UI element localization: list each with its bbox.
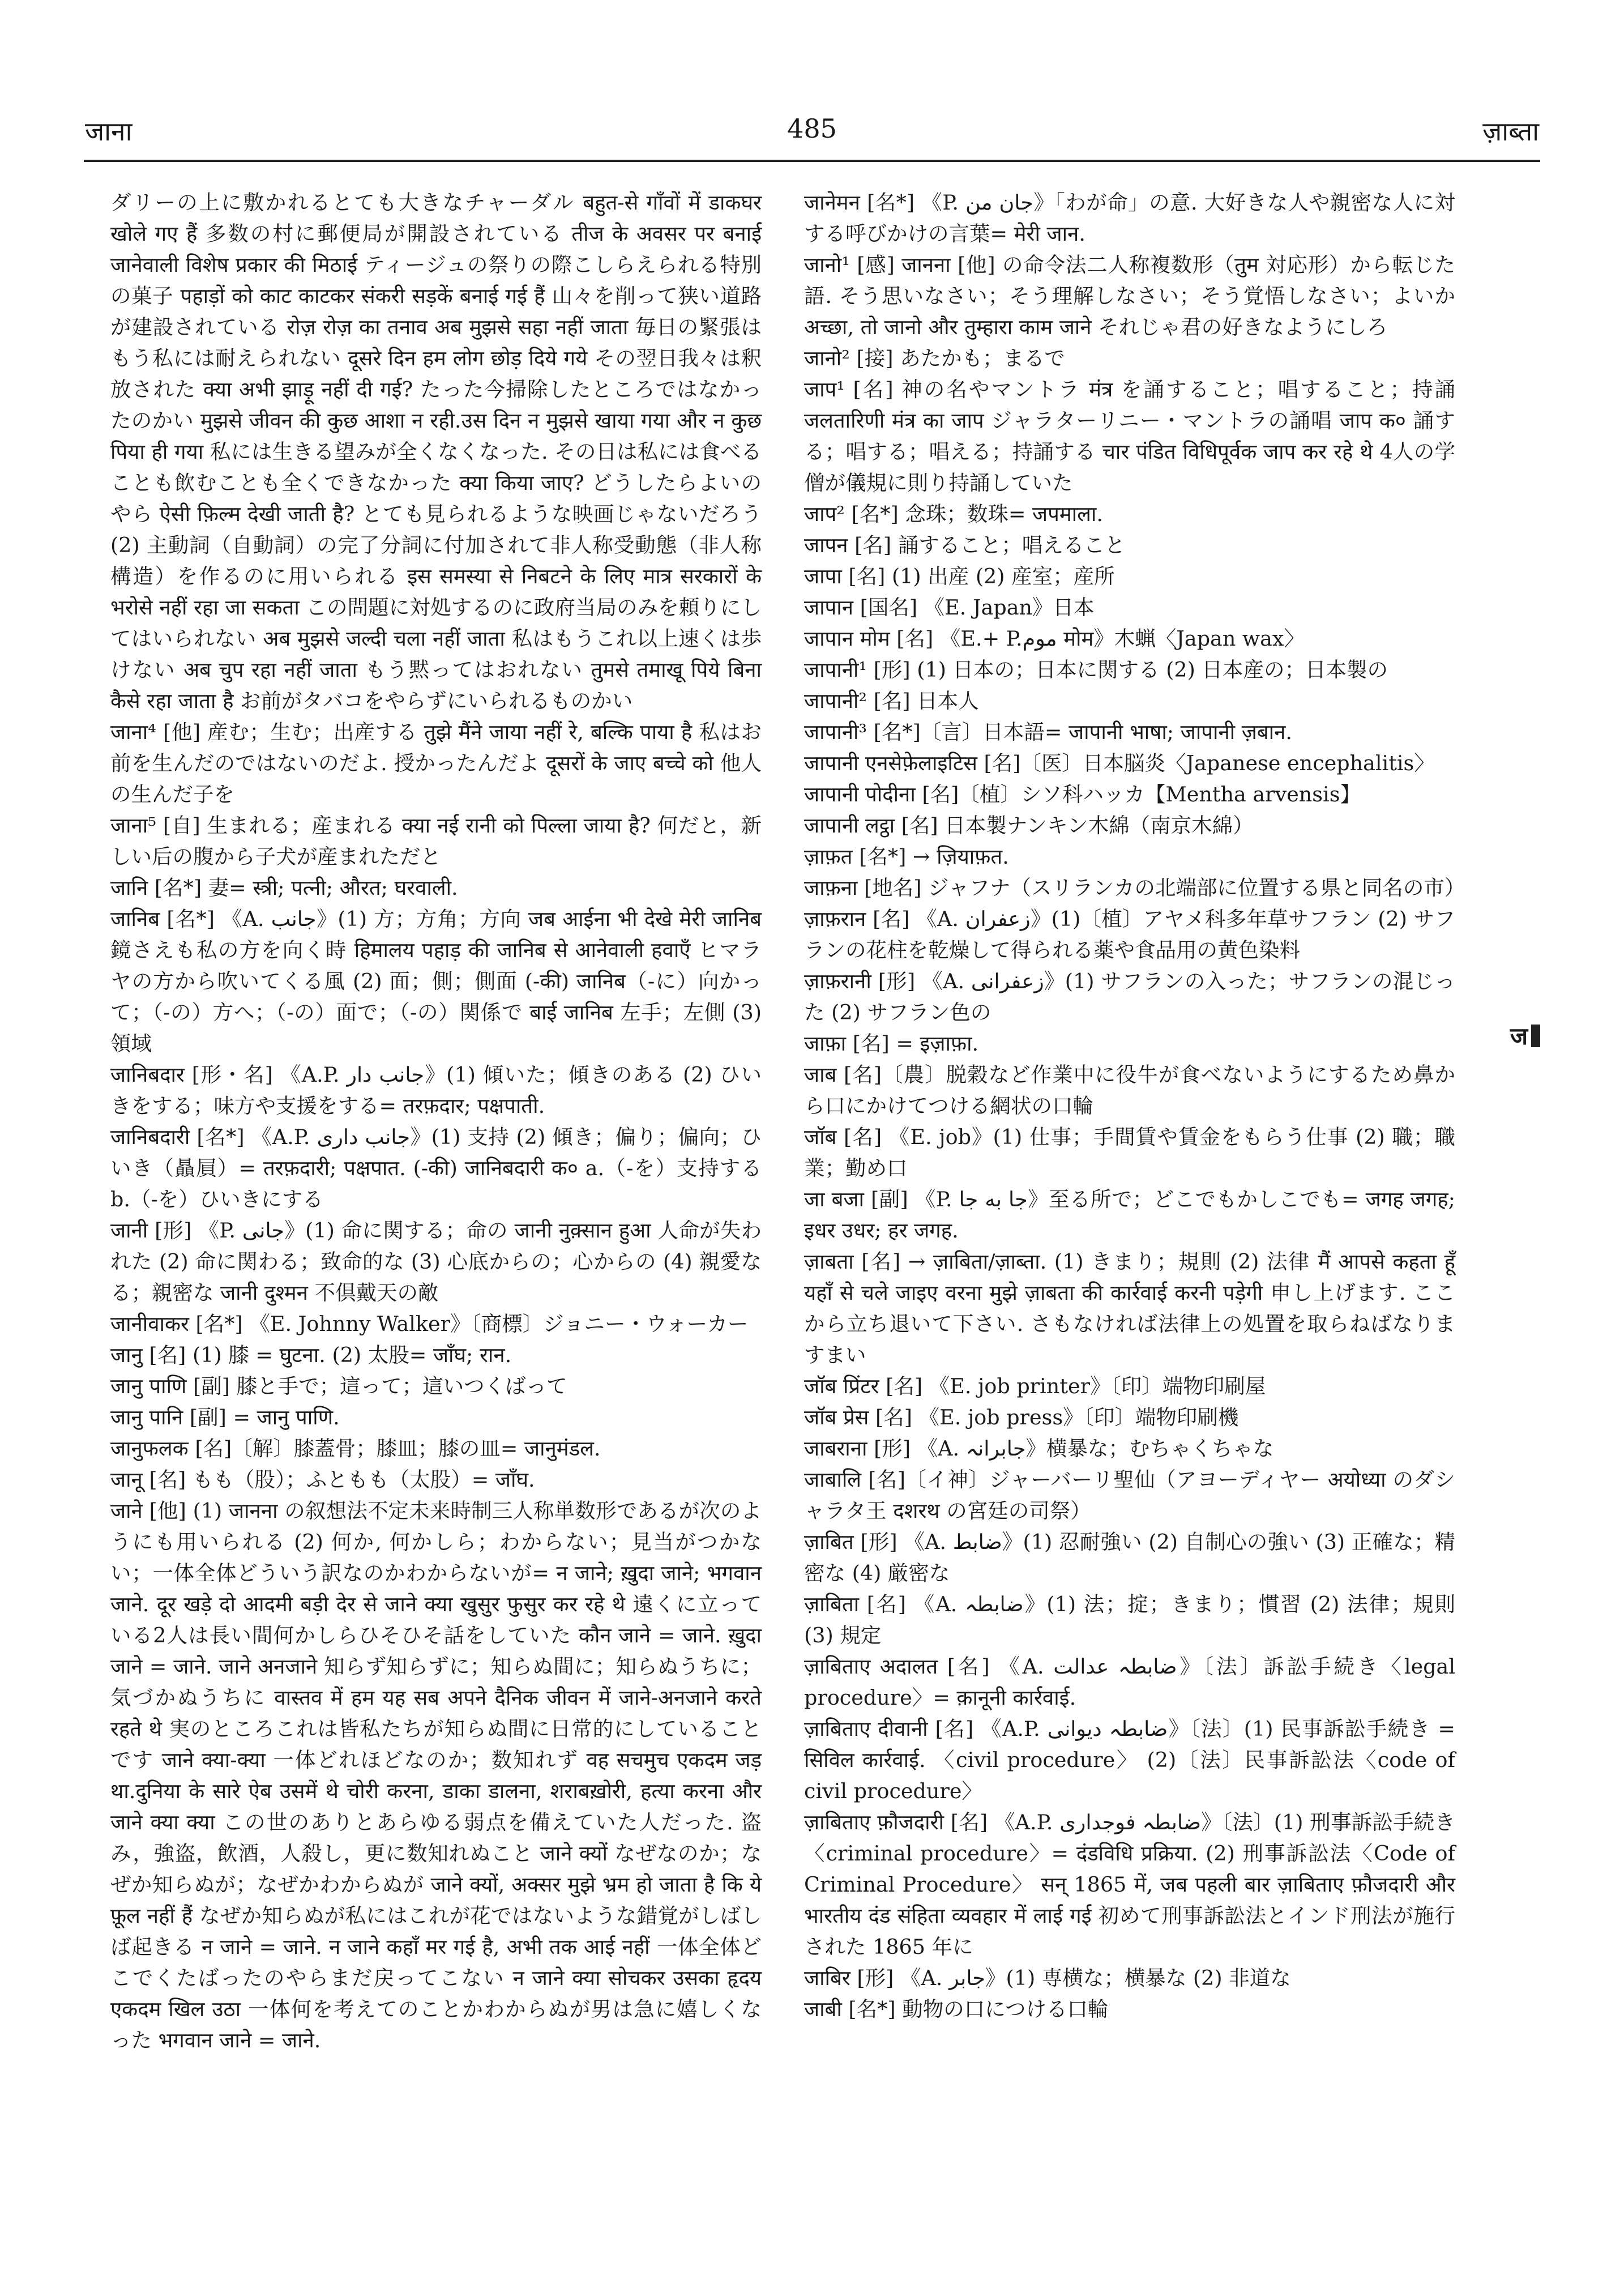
dictionary-entry: ज़ाफ़त [名*] → ज़ियाफ़त.: [804, 844, 1009, 869]
dictionary-entry: जानो² [接] あたかも；まるで: [804, 346, 1065, 370]
dictionary-entry: ज़ाफ़रान [名] 《A. زعفران》(1)〔植〕アヤメ科多年草サフラン (2) サフランの花柱を乾燥して得られる薬や食品用の黄色染料: [804, 907, 1455, 962]
dictionary-entry: जाबालि [名]〔イ神〕ジャーバーリ聖仙（アヨーディヤー अयोध्या のダシャラタ王 दशरथ の宮廷の司祭）: [804, 1467, 1455, 1523]
page-header: [85, 108, 1539, 153]
dictionary-entry: जानिबदारी [名*] 《A.P. جانب داری》(1) 支持 (2) 傾き；偏り；偏向；ひいき（贔屓）= तरफ़दारी; पक्षपात. (-की) जानिबदारी क० a.（-を）支持する b.（-を）ひいきにする: [110, 1125, 762, 1211]
dictionary-entry: जानु पाणि [副] 膝と手で；這って；這いつくばって: [110, 1374, 567, 1398]
dictionary-entry: जानु पानि [副] = जानु पाणि.: [110, 1405, 340, 1429]
dictionary-entry: जानुफलक [名]〔解〕膝蓋骨；膝皿；膝の皿= जानुमंडल.: [110, 1436, 601, 1461]
dictionary-entry: जानिब [名*] 《A. جانب》(1) 方；方角；方向 जब आईना भी देखे मेरी जानिब 鏡さえも私の方を向く時 हिमालय पहाड़ की जानिब से आनेवाली हवाएँ ヒマラヤの方から吹いてくる風 (2) 面；側；側面 (-की) जानिब（-に）向かって；（-の）方へ；（-の）面で；（-の）関係で बाई जानिब 左手；左側 (3) 領域: [110, 907, 762, 1056]
dictionary-entry: जापान मोम [名] 《E.+ P.موم मोम》木蝋〈Japan wax〉: [804, 626, 1305, 651]
dictionary-entry: जानि [名*] 妻= स्त्री; पत्नी; औरत; घरवाली.: [110, 876, 458, 900]
dictionary-entry: जापानी पोदीना [名]〔植〕シソ科ハッカ【Mentha arvensis】: [804, 782, 1361, 806]
dictionary-entry: जापानी¹ [形] (1) 日本の；日本に関する (2) 日本産の；日本製の: [804, 658, 1388, 682]
dictionary-entry: जाना⁴ [他] 産む；生む；出産する तुझे मैंने जाया नहीं रे, बल्कि पाया है 私はお前を生んだのではないのだよ. 授かったんだよ दूसरों के जाए बच्चे को 他人の生んだ子を: [110, 720, 762, 806]
dictionary-entry: जा बजा [副] 《P. جا به جا》至る所で；どこでもかしこでも= जगह जगह; इधर उधर; हर जगह.: [804, 1187, 1455, 1243]
dictionary-entry: ज़ाबिताए दीवानी [名] 《A.P. ضابطہ دیوانی》〔法〕(1) 民事訴訟手続き = सिविल कार्रवाई. 〈civil procedure〉 (2)〔法〕民事訴訟法〈code of civil procedure〉: [804, 1717, 1455, 1803]
dictionary-entry: जानो¹ [感] जानना [他] の命令法二人称複数形（तुम 対応形）から転じた語. そう思いなさい；そう理解しなさい；そう覚悟しなさい；よいか अच्छा, तो जानो और तुम्हारा काम जाने それじゃ君の好きなようにしろ: [804, 253, 1455, 339]
dictionary-entry: जापानी² [名] 日本人: [804, 689, 979, 713]
right-column: [804, 187, 1465, 2025]
dictionary-entry: जानी [形] 《P. جانی》(1) 命に関する；命の जानी नुक़्सान हुआ 人命が失われた (2) 命に関わる；致命的な (3) 心底からの；心からの (4) 親愛なる；親密な जानी दुश्मन 不倶戴天の敵: [110, 1218, 762, 1305]
dictionary-entry: ज़ाफ़रानी [形] 《A. زعفرانی》(1) サフランの入った；サフランの混じった (2) サフラン色の: [804, 969, 1455, 1025]
dictionary-entry: जापानी³ [名*]〔言〕日本語= जापानी भाषा; जापानी ज़बान.: [804, 720, 1292, 744]
page-number: 485: [787, 113, 837, 144]
dictionary-entry: जाने [他] (1) जानना の叙想法不定未来時制三人称単数形であるが次のようにも用いられる (2) 何か, 何かしら；わからない；見当がつかない；一体全体どういう訳なのかわからないが= न जाने; ख़ुदा जाने; भगवान जाने. दूर खड़े दो आदमी बड़ी देर से जाने क्या खुसुर फुसुर कर रहे थे 遠くに立っている2人は長い間何かしらひそひそ話をしていた कौन जाने = जाने. ख़ुदा जाने = जाने. जाने अनजाने 知らず知らずに；知らぬ間に；知らぬうちに；気づかぬうちに वास्तव में हम यह सब अपने दैनिक जीवन में जाने-अनजाने करते रहते थे 実のところこれは皆私たちが知らぬ間に日常的にしていることです जाने क्या-क्या 一体どれほどなのか；数知れず वह सचमुच एकदम जड़ था.दुनिया के सारे ऐब उसमें थे चोरी करना, डाका डालना, शराबख़ोरी, हत्या करना और जाने क्या क्या この世のありとあらゆる弱点を備えていた人だった. 盗み，強盗，飲酒，人殺し，更に数知れぬこと जाने क्यों なぜなのか；なぜか知らぬが；なぜかわからぬが जाने क्यों, अक्सर मुझे भ्रम हो जाता है कि ये फ़ूल नहीं हैं なぜか知らぬが私にはこれが花ではないような錯覚がしばしば起きる न जाने = जाने. न जाने कहाँ मर गई है, अभी तक आई नहीं 一体全体どこでくたばったのやらまだ戻ってこない न जाने क्या सोचकर उसका हृदय एकदम खिल उठा 一体何を考えてのことかわからぬが男は急に嬉しくなった भगवान जाने = जाने.: [110, 1499, 762, 2052]
dictionary-entry: जापानी एनसेफ़ेलाइटिस [名]〔医〕日本脳炎〈Japanese encephalitis〉: [804, 751, 1435, 775]
dictionary-entry: ダリーの上に敷かれるとても大きなチャーダル बहुत-से गाँवों में डाकघर खोले गए हैं 多数の村に郵便局が開設されている तीज के अवसर पर बनाई जानेवाली विशेष प्रकार की मिठाई ティージュの祭りの際こしらえられる特別の菓子 पहाड़ों को काट काटकर संकरी सड़कें बनाई गई हैं 山々を削って狭い道路が建設されている रोज़ रोज़ का तनाव अब मुझसे सहा नहीं जाता 毎日の緊張はもう私には耐えられない दूसरे दिन हम लोग छोड़ दिये गये その翌日我々は釈放された क्या अभी झाड़ू नहीं दी गई? たった今掃除したところではなかったのかい मुझसे जीवन की कुछ आशा न रही.उस दिन न मुझसे खाया गया और न कुछ पिया ही गया 私には生きる望みが全くなくなった. その日は私には食べることも飲むことも全くできなかった क्या किया जाए? どうしたらよいのやら ऐसी फ़िल्म देखी जाती है? とても見られるような映画じゃないだろう (2) 主動詞（自動詞）の完了分詞に付加されて非人称受動態（非人称構造）を作るのに用いられる इस समस्या से निबटने के लिए मात्र सरकारों के भरोसे नहीं रहा जा सकता この問題に対処するのに政府当局のみを頼りにしてはいられない अब मुझसे जल्दी चला नहीं जाता 私はもうこれ以上速くは歩けない अब चुप रहा नहीं जाता もう黙ってはおれない तुमसे तमाखू पिये बिना कैसे रहा जाता है お前がタバコをやらずにいられるものかい: [110, 190, 762, 713]
dictionary-entry: जानु [名] (1) 膝 = घुटना. (2) 太股= जाँघ; रान.: [110, 1343, 512, 1367]
thumb-index-letter: ज: [1510, 1022, 1528, 1050]
dictionary-entry: जाफ़ा [名] = इज़ाफ़ा.: [804, 1031, 979, 1056]
dictionary-entry: जापा [名] (1) 出産 (2) 産室；産所: [804, 564, 1115, 588]
dictionary-entry: जानू [名] もも（股）；ふともも（太股）= जाँघ.: [110, 1467, 535, 1492]
header-right-guide-word: ज़ाब्ता: [1482, 116, 1539, 147]
dictionary-entry: जाब [名]〔農〕脱穀など作業中に役牛が食べないようにするため鼻から口にかけてつける網状の口輪: [804, 1062, 1455, 1118]
dictionary-entry: जाबी [名*] 動物の口につける口輪: [804, 1997, 1109, 2021]
thumb-index-tab: [1510, 1019, 1540, 1052]
header-rule: [84, 160, 1540, 162]
dictionary-entry: जापन [名] 誦すること；唱えること: [804, 533, 1126, 557]
left-column: [110, 187, 762, 2056]
dictionary-entry: ज़ाबिता [名] 《A. ضابطہ》(1) 法；掟；きまり；慣習 (2) 法律；規則 (3) 規定: [804, 1592, 1455, 1647]
dictionary-entry: जॉब [名] 《E. job》(1) 仕事；手間賃や賃金をもらう仕事 (2) 職；職業；勤め口: [804, 1125, 1455, 1180]
dictionary-entry: जाना⁵ [自] 生まれる；産まれる क्या नई रानी को पिल्ला जाया है? 何だと，新しい后の腹から子犬が産まれただと: [110, 813, 762, 869]
dictionary-entry: ज़ाबता [名] → ज़ाबिता/ज़ाब्ता. (1) きまり；規則 (2) 法律 मैं आपसे कहता हूँ यहाँ से चले जाइए वरना मुझे ज़ाबता की कार्रवाई करनी पड़ेगी 申し上げます. ここから立ち退いて下さい. さもなければ法律上の処置を取らねばなりますまい: [804, 1249, 1455, 1367]
dictionary-entry: ज़ाबित [形] 《A. ضابط》(1) 忍耐強い (2) 自制心の強い (3) 正確な；精密な (4) 厳密な: [804, 1530, 1456, 1585]
dictionary-entry: जॉब प्रिंटर [名] 《E. job printer》〔印〕端物印刷屋: [804, 1374, 1266, 1398]
dictionary-entry: जापान [国名] 《E. Japan》日本: [804, 595, 1095, 620]
header-left-guide-word: जाना: [85, 116, 133, 147]
dictionary-entry: जाप¹ [名] 神の名やマントラ मंत्र を誦すること；唱すること；持誦 जलतारिणी मंत्र का जाप ジャラターリニー・マントラの誦唱 जाप क० 誦する；唱する；唱える；持誦する चार पंडित विधिपूर्वक जाप कर रहे थे 4人の学僧が儀規に則り持誦していた: [804, 377, 1455, 495]
thumb-index-marker: [1531, 1025, 1540, 1047]
dictionary-entry: जानीवाकर [名*] 《E. Johnny Walker》〔商標〕ジョニー・ウォーカー: [110, 1312, 749, 1336]
dictionary-entry: जाबराना [形] 《A. جابرانہ》横暴な；むちゃくちゃな: [804, 1436, 1274, 1461]
dictionary-entry: जाबिर [形] 《A. جابر》(1) 専横な；横暴な (2) 非道な: [804, 1966, 1291, 1990]
dictionary-entry: जॉब प्रेस [名] 《E. job press》〔印〕端物印刷機: [804, 1405, 1239, 1429]
dictionary-entry: ज़ाबिताए अदालत [名] 《A. ضابطہ عدالت》〔法〕訴訟手続き〈legal procedure〉= क़ानूनी कार्रवाई.: [804, 1654, 1455, 1710]
dictionary-entry: जापानी लट्ठा [名] 日本製ナンキン木綿（南京木綿）: [804, 813, 1254, 838]
dictionary-entry: जाफ़ना [地名] ジャフナ（スリランカの北端部に位置する県と同名の市）: [804, 876, 1465, 900]
dictionary-entry: जानेमन [名*] 《P. جان من》「わが命」の意. 大好きな人や親密な人に対する呼びかけの言葉= मेरी जान.: [804, 190, 1455, 246]
dictionary-entry: ज़ाबिताए फ़ौजदारी [名] 《A.P. ضابطہ فوجداری》〔法〕(1) 刑事訴訟手続き〈criminal procedure〉= दंडविधि प्रक्रिया. (2) 刑事訴訟法〈Code of Criminal Procedure〉 सन् 1865 में, जब पहली बार ज़ाबिताए फ़ौजदारी और भारतीय दंड संहिता व्यवहार में लाई गई 初めて刑事訴訟法とインド刑法が施行された 1865 年に: [804, 1810, 1455, 1959]
dictionary-entry: जाप² [名*] 念珠；数珠= जपमाला.: [804, 502, 1103, 526]
dictionary-entry: जानिबदार [形・名] 《A.P. جانب دار》(1) 傾いた；傾きのある (2) ひいきをする；味方や支援をする= तरफ़दार; पक्षपाती.: [110, 1062, 762, 1118]
